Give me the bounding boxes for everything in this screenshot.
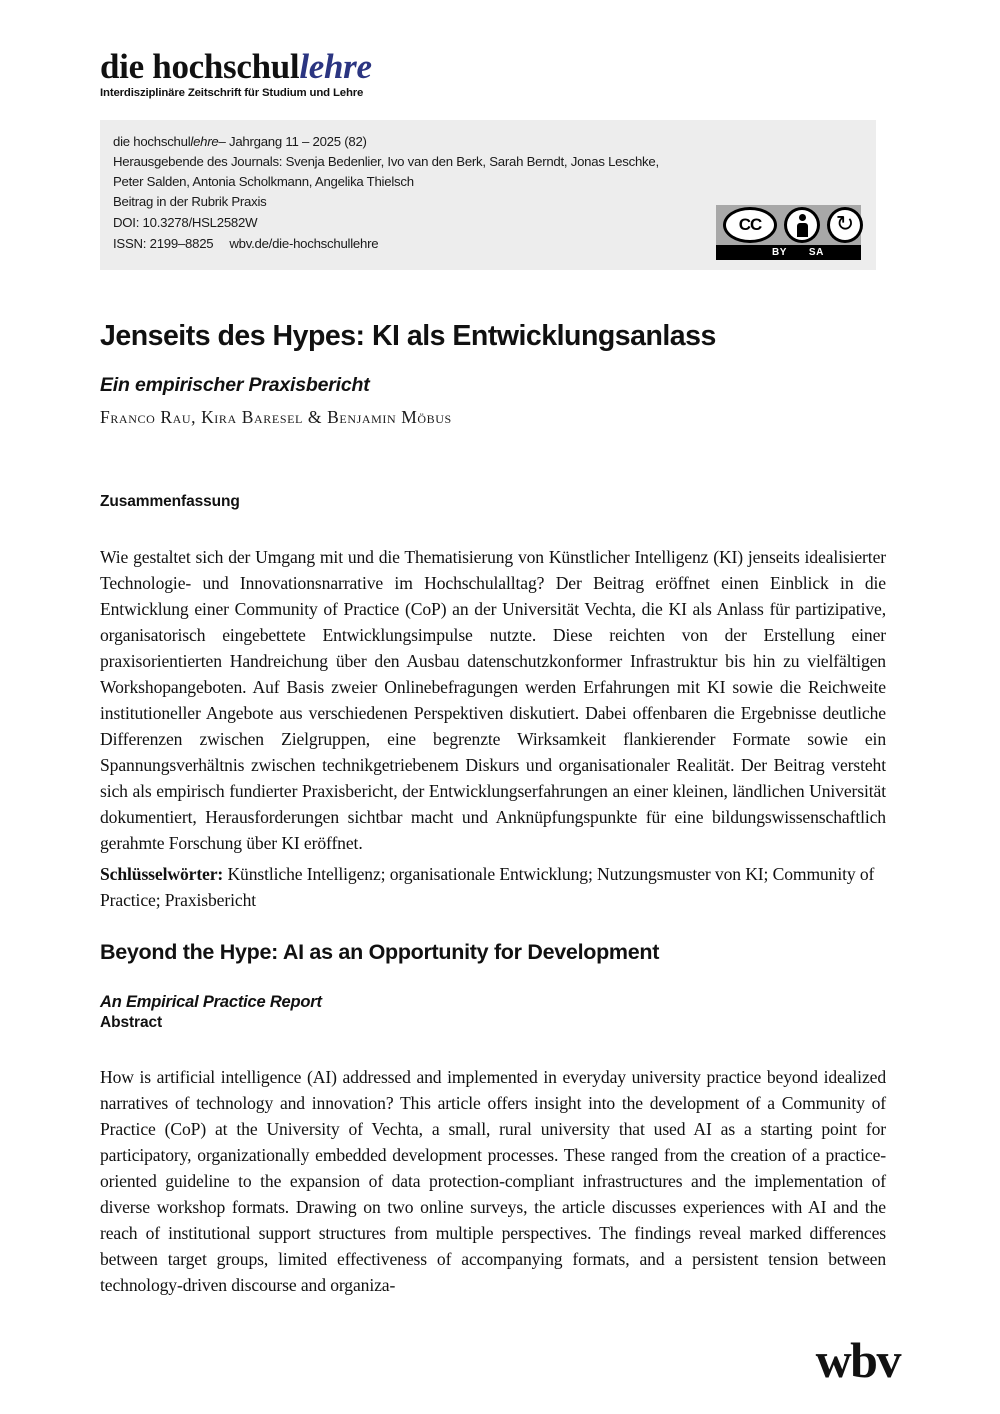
journal-logo-accent: lehre: [299, 47, 372, 86]
article-title-german: Jenseits des Hypes: KI als Entwicklungsanlass: [100, 320, 716, 353]
abstract-heading-german: Zusammenfassung: [100, 493, 240, 510]
article-subtitle-german: Ein empirischer Praxisbericht: [100, 374, 370, 397]
abstract-text-german: Wie gestaltet sich der Umgang mit und die Thematisierung von Künstlicher Intelligenz (KI) jenseits idealisierter Technologie- und Innovationsnarrative im Hochschulalltag? Der Beitrag eröffnet einen Einblick in die Entwicklung einer Community of Practice (CoP) an der Universität Vechta, die KI als Anlass für partizipative, organisatorisch eingebettete Entwicklungsimpulse nutzte. Diese reichten von der Erstellung einer praxisorientierten Handreichung über den Ausbau datenschutzkonformer Infrastruktur bis hin zu vielfältigen Workshopangeboten. Auf Basis zweier Onlinebefragungen werden Erfahrungen mit KI sowie die Reichweite institutioneller Angebote aus verschiedenen Perspektiven diskutiert. Dabei offenbaren die Ergebnisse deutliche Differenzen zwischen Zielgruppen, eine begrenzte Wirksamkeit flankierender Formate sowie ein Spannungsverhältnis zwischen technikgetriebenem Diskurs und organisationaler Realität. Der Beitrag versteht sich als empirisch fundierter Praxisbericht, der Entwicklungserfahrungen an einer kleinen, ländlichen Universität dokumentiert, Herausforderungen sichtbar macht und Anknüpfungspunkte für eine bildungswissenschaftlich gerahmte Forschung über KI eröffnet.: [100, 546, 886, 854]
article-authors: Franco Rau, Kira Baresel & Benjamin Möbus: [100, 407, 452, 427]
keywords-label: Schlüsselwörter:: [100, 863, 224, 884]
keywords-german: [100, 861, 886, 913]
metadata-rubric: Beitrag in der Rubrik Praxis: [113, 194, 267, 209]
metadata-issue-prefix: die hochschul: [113, 134, 191, 149]
metadata-issn-website: [113, 233, 713, 254]
metadata-issn: ISSN: 2199–8825: [113, 236, 214, 251]
metadata-editors-line-2: Peter Salden, Antonia Scholkmann, Angelika Thielsch: [113, 173, 414, 189]
journal-masthead: [100, 48, 520, 100]
metadata-issue-italic: lehre: [190, 134, 219, 149]
metadata-doi: DOI: 10.3278/HSL2582W: [113, 215, 258, 230]
cc-logo-text: CC: [738, 215, 762, 234]
metadata-editors-line-1: Herausgebende des Journals: Svenja Bedenlier, Ivo van den Berk, Sarah Berndt, Jonas Leschke,: [113, 154, 659, 169]
keywords-values: Künstliche Intelligenz; organisationale Entwicklung; Nutzungsmuster von KI; Community of Practice; Praxisbericht: [100, 863, 875, 910]
metadata-issue-line: [113, 131, 713, 152]
cc-sa-label: SA: [808, 247, 824, 258]
metadata-website-link[interactable]: wbv.de/die-hochschullehre: [229, 236, 379, 251]
article-title-english: Beyond the Hype: AI as an Opportunity for Development: [100, 940, 660, 965]
attribution-person-icon: [784, 207, 820, 243]
publisher-logo-wbv: wbv: [815, 1332, 900, 1388]
creative-commons-license-badge[interactable]: [716, 205, 861, 260]
journal-logo: [100, 48, 520, 86]
journal-tagline: Interdisziplinäre Zeitschrift für Studium und Lehre: [100, 87, 364, 99]
share-alike-arrow-icon: ↻: [827, 207, 863, 243]
abstract-heading-english: Abstract: [100, 1014, 163, 1031]
cc-by-label: BY: [772, 247, 787, 258]
journal-logo-primary: die hochschul: [100, 47, 300, 86]
cc-logo-icon: [723, 207, 777, 243]
abstract-text-english: How is artificial intelligence (AI) addressed and implemented in everyday university practice beyond idealized narratives of technology and innovation? This article offers insight into the development of a Community of Practice (CoP) at the University of Vechta, a small, rural university that used AI as a starting point for participatory, organizationally embedded development processes. These ranged from the creation of a practice-oriented guideline to the expansion of data protection-compliant infrastructures and the implementation of diverse workshop formats. Drawing on two online surveys, the article discusses experiences with AI and the reach of institutional support structures from multiple perspectives. The findings reveal marked differences between target groups, limited effectiveness of accompanying formats, and a persistent tension between technology-driven discourse and organiza-: [100, 1066, 886, 1295]
article-subtitle-english: An Empirical Practice Report: [100, 992, 322, 1011]
cc-icon-group: [716, 205, 861, 245]
cc-license-bar: [716, 245, 861, 260]
metadata-issue-suffix: – Jahrgang 11 – 2025 (82): [218, 134, 367, 149]
